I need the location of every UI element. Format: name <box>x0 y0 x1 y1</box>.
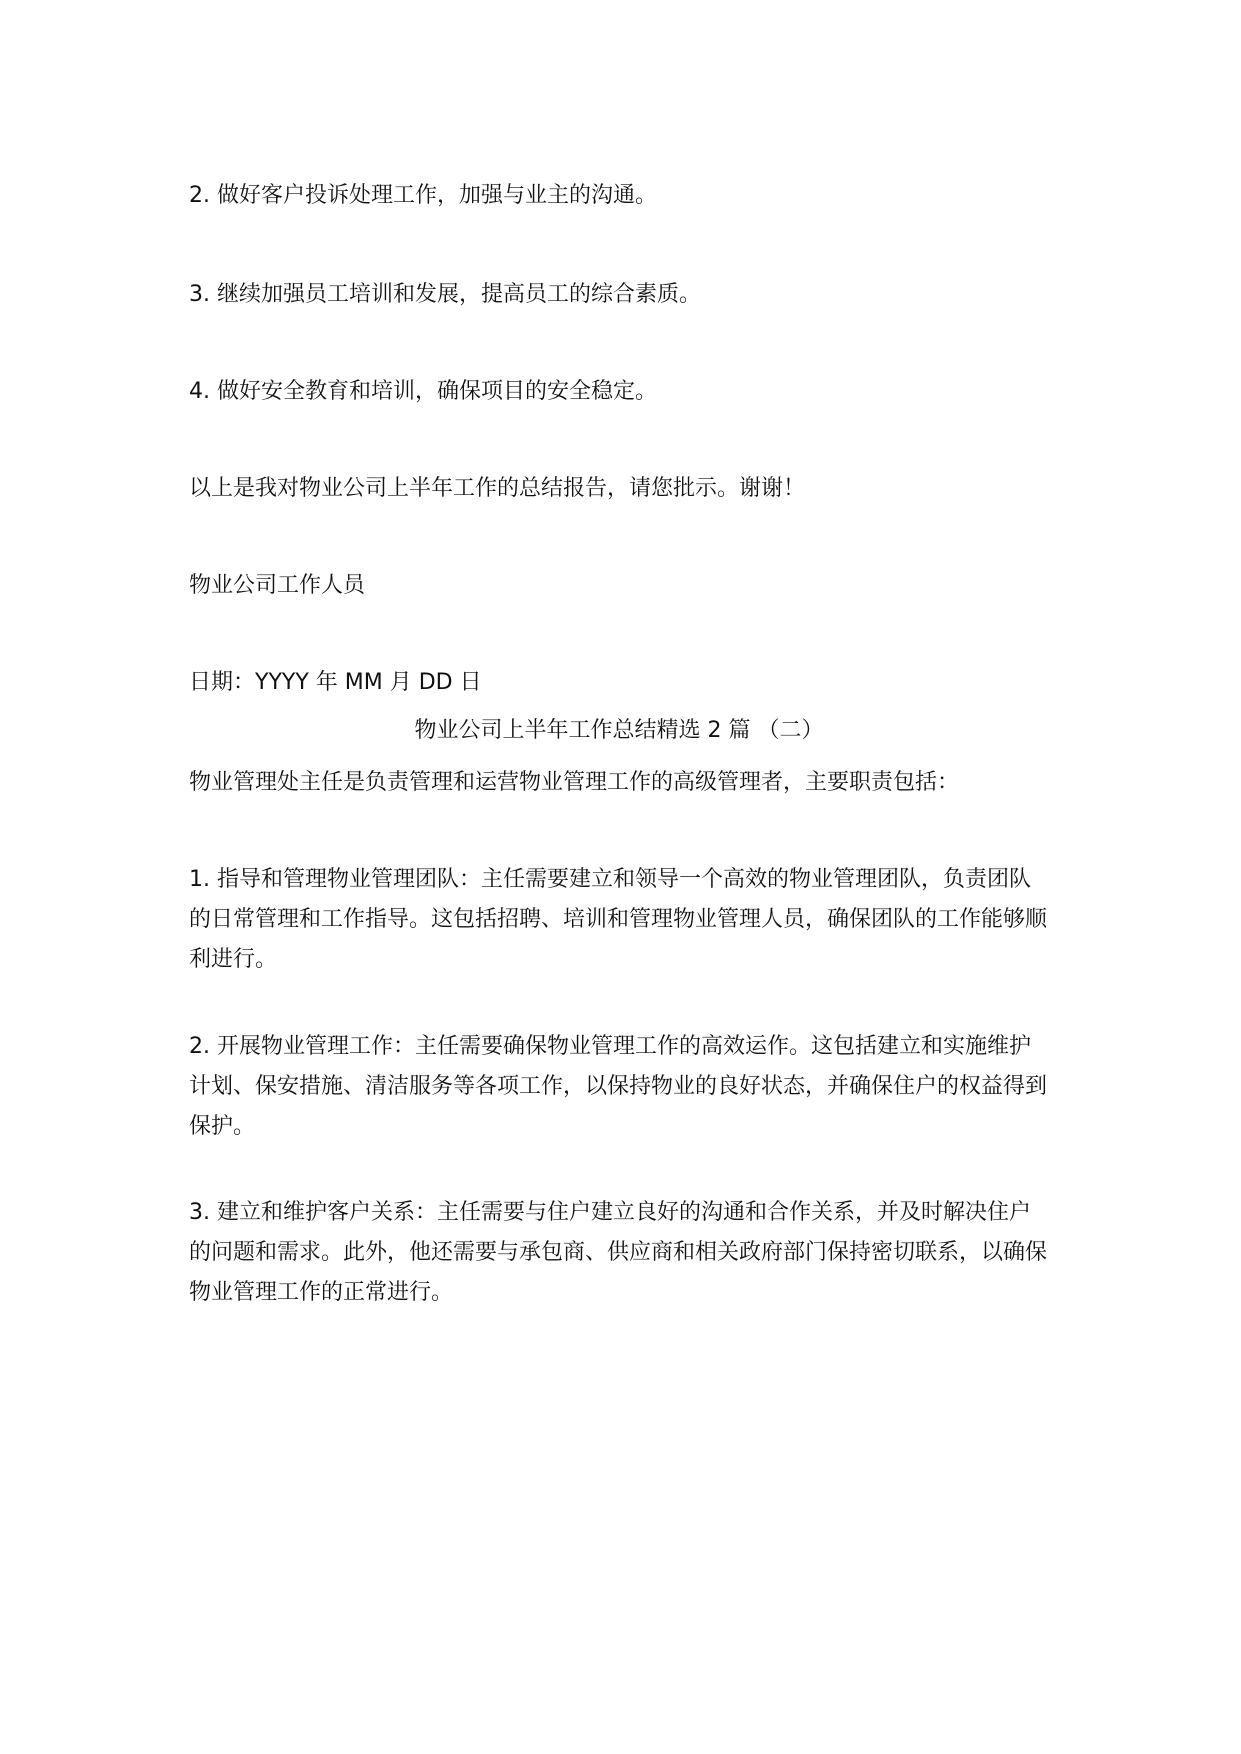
duty-item-2: 2. 开展物业管理工作：主任需要确保物业管理工作的高效运作。这包括建立和实施维护计划、保安措施、清洁服务等各项工作，以保持物业的良好状态，并确保住户的权益得到保护。 <box>189 1034 1048 1139</box>
closing-sentence: 以上是我对物业公司上半年工作的总结报告，请您批示。谢谢！ <box>189 476 806 501</box>
paragraph-item-4: 4. 做好安全教育和培训，确保项目的安全稳定。 <box>189 379 657 404</box>
date-line: 日期：YYYY 年 MM 月 DD 日 <box>189 670 482 695</box>
signature: 物业公司工作人员 <box>189 573 366 598</box>
section-title: 物业公司上半年工作总结精选 2 篇 （二） <box>414 718 824 743</box>
duty-item-3: 3. 建立和维护客户关系：主任需要与住户建立良好的沟通和合作关系，并及时解决住户的问题和需求。此外，他还需要与承包商、供应商和相关政府部门保持密切联系，以确保物业管理工作的正常进行。 <box>189 1200 1048 1305</box>
paragraph-item-3: 3. 继续加强员工培训和发展，提高员工的综合素质。 <box>189 282 701 307</box>
duty-item-1: 1. 指导和管理物业管理团队：主任需要建立和领导一个高效的物业管理团队，负责团队的日常管理和工作指导。这包括招聘、培训和管理物业管理人员，确保团队的工作能够顺利进行。 <box>189 867 1048 972</box>
intro-paragraph: 物业管理处主任是负责管理和运营物业管理工作的高级管理者，主要职责包括： <box>189 770 960 795</box>
paragraph-item-2: 2. 做好客户投诉处理工作，加强与业主的沟通。 <box>189 183 657 208</box>
